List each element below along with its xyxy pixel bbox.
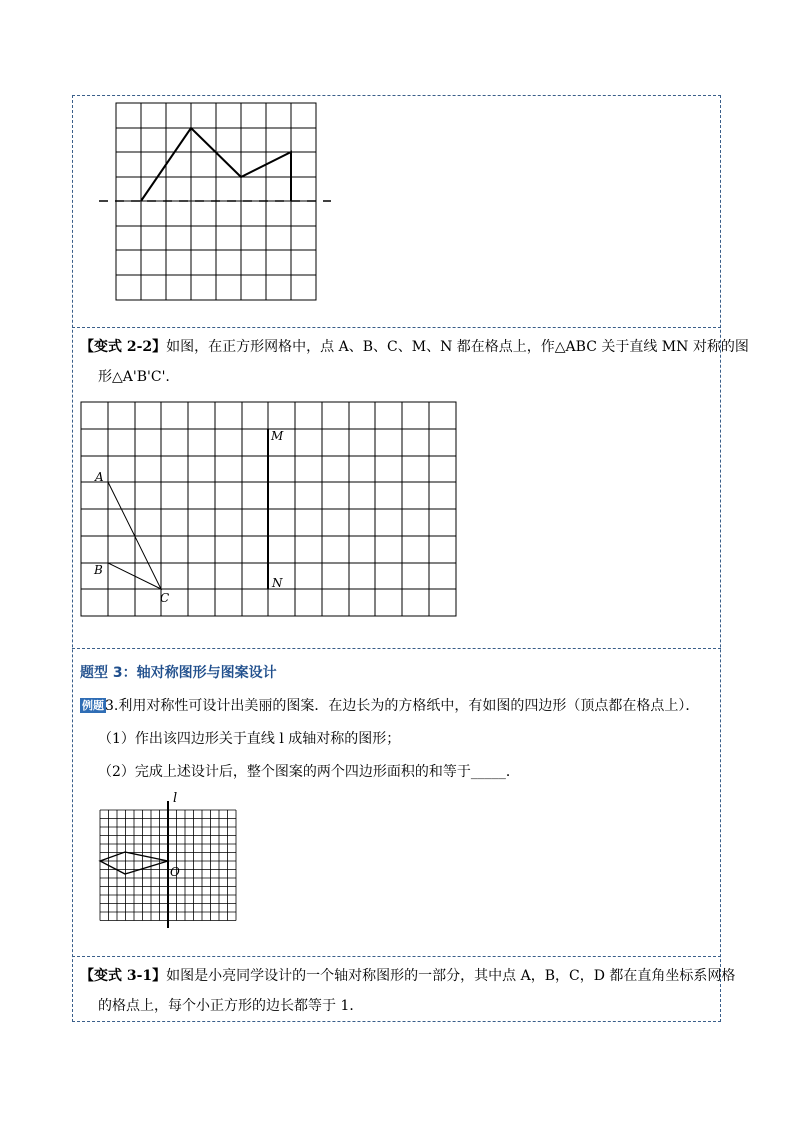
point-b-label: B [94, 563, 103, 577]
section-3-title: 题型 3：轴对称图形与图案设计 [80, 665, 277, 681]
frame-top-border [72, 95, 721, 96]
variant-2-2-label: 【变式 2-2】 [80, 339, 167, 355]
separator-2 [72, 648, 721, 649]
variant-2-2-text: 如图，在正方形网格中，点 A、B、C、M、N 都在格点上，作△ABC 关于直线 MN 对称的图 [166, 339, 749, 355]
origin-o-label: O [170, 865, 180, 879]
axis-l-label: l [173, 791, 178, 806]
variant-3-1-line2: 的格点上，每个小正方形的边长都等于 1． [98, 998, 364, 1014]
example-3-text: 3.利用对称性可设计出美丽的图案．在边长为的方格纸中，有如图的四边形（顶点都在格点上）． [105, 698, 700, 714]
point-m-label: M [271, 429, 284, 443]
frame-bottom-border [72, 1021, 721, 1022]
point-c-label: C [160, 591, 170, 605]
question-2: （2）完成上述设计后，整个图案的两个四边形面积的和等于_____． [98, 764, 520, 780]
separator-1 [72, 327, 721, 328]
content-frame [72, 95, 721, 1022]
variant-3-1-line1 [80, 966, 735, 986]
variant-3-1-label: 【变式 3-1】 [80, 968, 167, 984]
point-a-label: A [95, 470, 104, 484]
question-1: （1）作出该四边形关于直线 l 成轴对称的图形； [98, 731, 401, 747]
separator-3 [72, 956, 721, 957]
example-badge: 例题 [82, 699, 104, 712]
point-n-label: N [272, 576, 283, 590]
variant-3-1-text: 如图是小亮同学设计的一个轴对称图形的一部分，其中点 A，B，C，D 都在直角坐标系网格 [166, 968, 736, 984]
variant-2-2-line1 [80, 337, 749, 357]
variant-2-2-line2: 形△A'B'C'. [98, 369, 170, 385]
